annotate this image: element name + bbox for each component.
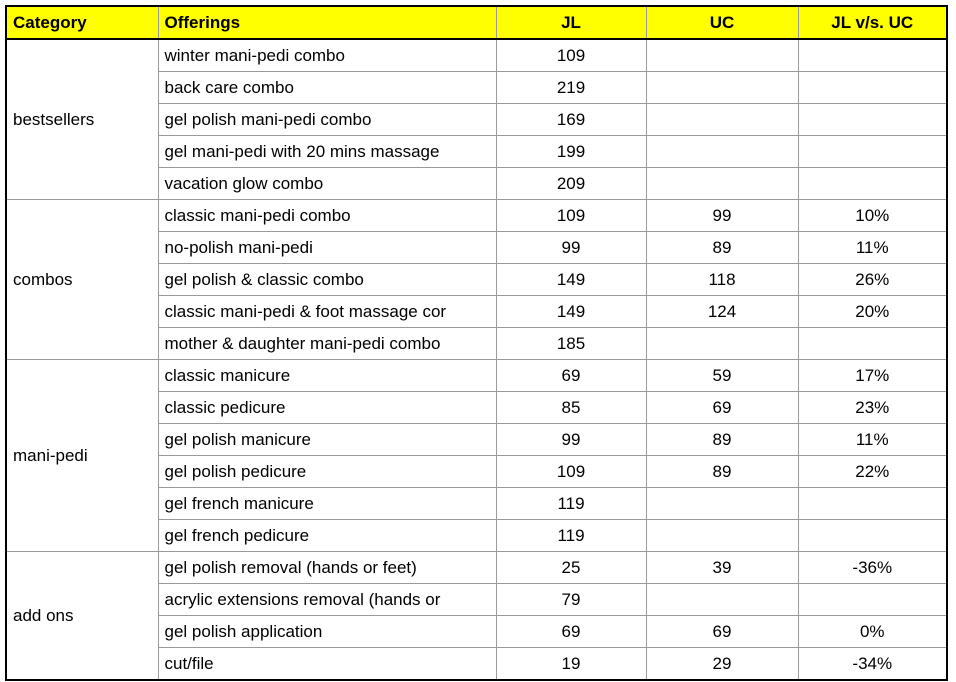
jl-price-cell[interactable]: 69	[496, 616, 646, 648]
offering-cell[interactable]: classic pedicure	[158, 392, 496, 424]
uc-price-cell[interactable]: 69	[646, 616, 798, 648]
jl-price-cell[interactable]: 219	[496, 72, 646, 104]
category-group	[6, 552, 947, 681]
uc-price-cell[interactable]	[646, 520, 798, 552]
category-group	[6, 39, 947, 200]
pricing-table	[5, 5, 948, 681]
jl-vs-uc-cell[interactable]: 20%	[798, 296, 947, 328]
jl-price-cell[interactable]: 99	[496, 232, 646, 264]
offering-cell[interactable]: acrylic extensions removal (hands or	[158, 584, 496, 616]
jl-vs-uc-cell[interactable]: 11%	[798, 232, 947, 264]
uc-price-cell[interactable]: 29	[646, 648, 798, 681]
jl-price-cell[interactable]: 119	[496, 488, 646, 520]
jl-price-cell[interactable]: 109	[496, 200, 646, 232]
offering-cell[interactable]: cut/file	[158, 648, 496, 681]
jl-vs-uc-cell[interactable]: 10%	[798, 200, 947, 232]
jl-price-cell[interactable]: 149	[496, 296, 646, 328]
offering-cell[interactable]: gel french pedicure	[158, 520, 496, 552]
jl-vs-uc-cell[interactable]	[798, 39, 947, 72]
table-row	[6, 200, 947, 232]
uc-price-cell[interactable]	[646, 488, 798, 520]
offering-cell[interactable]: gel polish manicure	[158, 424, 496, 456]
table-row	[6, 39, 947, 72]
header-category[interactable]: Category	[6, 6, 158, 39]
category-cell[interactable]: combos	[6, 200, 158, 360]
header-jl[interactable]: JL	[496, 6, 646, 39]
jl-vs-uc-cell[interactable]	[798, 520, 947, 552]
category-cell[interactable]: mani-pedi	[6, 360, 158, 552]
uc-price-cell[interactable]	[646, 584, 798, 616]
jl-price-cell[interactable]: 19	[496, 648, 646, 681]
jl-price-cell[interactable]: 109	[496, 456, 646, 488]
category-group	[6, 360, 947, 552]
jl-vs-uc-cell[interactable]: 11%	[798, 424, 947, 456]
header-uc[interactable]: UC	[646, 6, 798, 39]
offering-cell[interactable]: classic mani-pedi combo	[158, 200, 496, 232]
jl-vs-uc-cell[interactable]: 22%	[798, 456, 947, 488]
table-row	[6, 552, 947, 584]
jl-price-cell[interactable]: 149	[496, 264, 646, 296]
offering-cell[interactable]: mother & daughter mani-pedi combo	[158, 328, 496, 360]
jl-vs-uc-cell[interactable]: 0%	[798, 616, 947, 648]
jl-vs-uc-cell[interactable]: -36%	[798, 552, 947, 584]
jl-price-cell[interactable]: 119	[496, 520, 646, 552]
jl-vs-uc-cell[interactable]	[798, 584, 947, 616]
offering-cell[interactable]: gel polish application	[158, 616, 496, 648]
jl-price-cell[interactable]: 85	[496, 392, 646, 424]
jl-vs-uc-cell[interactable]: 17%	[798, 360, 947, 392]
jl-price-cell[interactable]: 199	[496, 136, 646, 168]
category-cell[interactable]: add ons	[6, 552, 158, 681]
uc-price-cell[interactable]	[646, 136, 798, 168]
offering-cell[interactable]: gel polish removal (hands or feet)	[158, 552, 496, 584]
table-row	[6, 360, 947, 392]
uc-price-cell[interactable]: 99	[646, 200, 798, 232]
uc-price-cell[interactable]: 59	[646, 360, 798, 392]
jl-vs-uc-cell[interactable]	[798, 136, 947, 168]
jl-price-cell[interactable]: 25	[496, 552, 646, 584]
jl-vs-uc-cell[interactable]	[798, 328, 947, 360]
uc-price-cell[interactable]: 89	[646, 456, 798, 488]
jl-vs-uc-cell[interactable]	[798, 72, 947, 104]
jl-price-cell[interactable]: 109	[496, 39, 646, 72]
uc-price-cell[interactable]: 39	[646, 552, 798, 584]
offering-cell[interactable]: classic mani-pedi & foot massage cor	[158, 296, 496, 328]
jl-price-cell[interactable]: 209	[496, 168, 646, 200]
offering-cell[interactable]: winter mani-pedi combo	[158, 39, 496, 72]
uc-price-cell[interactable]	[646, 168, 798, 200]
uc-price-cell[interactable]	[646, 328, 798, 360]
header-row	[6, 6, 947, 39]
offering-cell[interactable]: gel french manicure	[158, 488, 496, 520]
uc-price-cell[interactable]	[646, 72, 798, 104]
jl-vs-uc-cell[interactable]	[798, 168, 947, 200]
jl-vs-uc-cell[interactable]: 23%	[798, 392, 947, 424]
jl-price-cell[interactable]: 69	[496, 360, 646, 392]
header-jl-vs-uc[interactable]: JL v/s. UC	[798, 6, 947, 39]
offering-cell[interactable]: vacation glow combo	[158, 168, 496, 200]
jl-price-cell[interactable]: 79	[496, 584, 646, 616]
offering-cell[interactable]: no-polish mani-pedi	[158, 232, 496, 264]
uc-price-cell[interactable]: 89	[646, 232, 798, 264]
uc-price-cell[interactable]: 118	[646, 264, 798, 296]
jl-vs-uc-cell[interactable]	[798, 488, 947, 520]
jl-vs-uc-cell[interactable]	[798, 104, 947, 136]
jl-price-cell[interactable]: 169	[496, 104, 646, 136]
category-group	[6, 200, 947, 360]
uc-price-cell[interactable]	[646, 104, 798, 136]
jl-price-cell[interactable]: 99	[496, 424, 646, 456]
category-cell[interactable]: bestsellers	[6, 39, 158, 200]
uc-price-cell[interactable]: 89	[646, 424, 798, 456]
uc-price-cell[interactable]: 124	[646, 296, 798, 328]
jl-price-cell[interactable]: 185	[496, 328, 646, 360]
header-offerings[interactable]: Offerings	[158, 6, 496, 39]
offering-cell[interactable]: gel polish & classic combo	[158, 264, 496, 296]
offering-cell[interactable]: gel polish mani-pedi combo	[158, 104, 496, 136]
offering-cell[interactable]: classic manicure	[158, 360, 496, 392]
jl-vs-uc-cell[interactable]: 26%	[798, 264, 947, 296]
offering-cell[interactable]: back care combo	[158, 72, 496, 104]
jl-vs-uc-cell[interactable]: -34%	[798, 648, 947, 681]
offering-cell[interactable]: gel mani-pedi with 20 mins massage	[158, 136, 496, 168]
offering-cell[interactable]: gel polish pedicure	[158, 456, 496, 488]
uc-price-cell[interactable]	[646, 39, 798, 72]
uc-price-cell[interactable]: 69	[646, 392, 798, 424]
